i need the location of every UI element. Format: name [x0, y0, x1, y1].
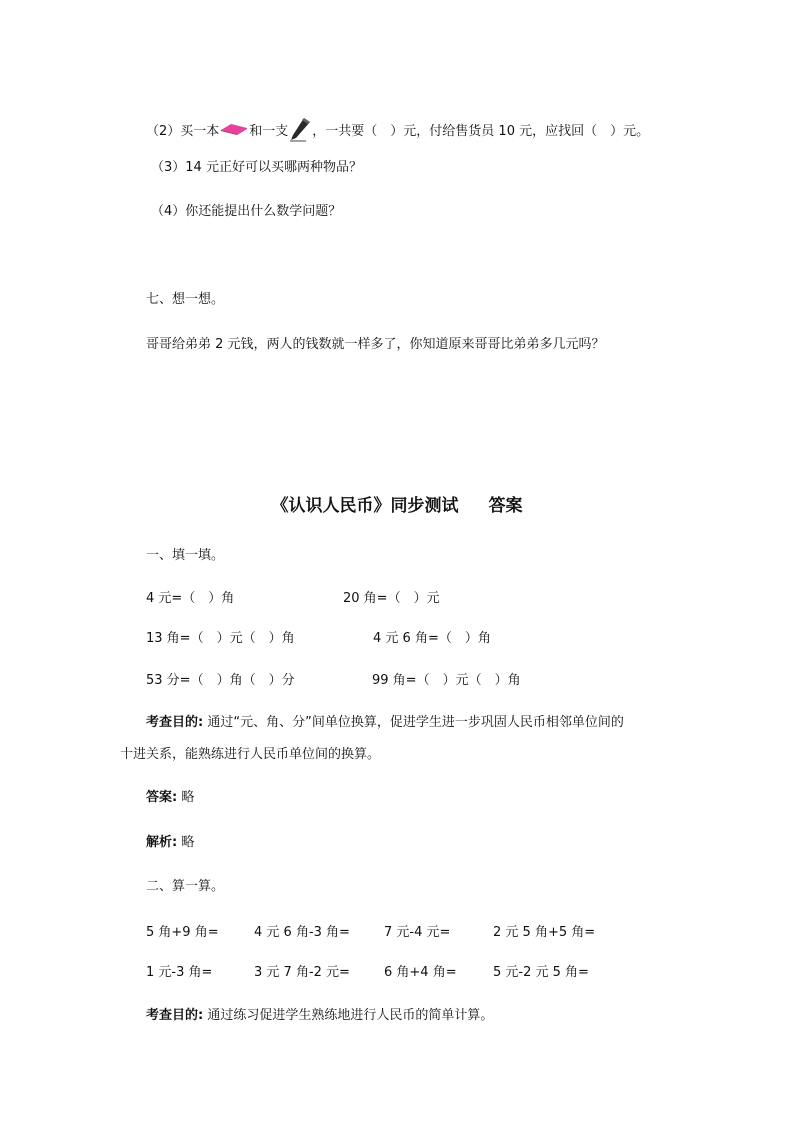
pink-notebook-icon — [219, 122, 249, 141]
part1-purpose-continued: 十进关系，能熟练进行人民币单位间的换算。 — [120, 747, 381, 762]
fill-item: 4 元 6 角=（ ）角 — [373, 631, 491, 646]
fill-item: 99 角=（ ）元（ ）角 — [372, 673, 521, 688]
question-6-2 — [146, 116, 649, 147]
purpose-text: 通过练习促进学生熟练地进行人民币的简单计算。 — [207, 1008, 494, 1023]
section-7-question: 哥哥给弟弟 2 元钱，两人的钱数就一样多了，你知道原来哥哥比弟弟多几元吗？ — [146, 337, 605, 352]
calc-item: 6 角+4 角= — [384, 965, 457, 980]
calc-item: 3 元 7 角-2 元= — [254, 965, 350, 980]
question-6-3: （3）14 元正好可以买哪两种物品？ — [151, 160, 362, 175]
q2-part-a: （2）买一本 — [146, 124, 220, 139]
question-6-4: （4）你还能提出什么数学问题？ — [151, 204, 342, 219]
fill-item: 20 角=（ ）元 — [343, 591, 440, 606]
calc-item: 1 元-3 角= — [146, 965, 213, 980]
q2-part-b: 和一支 — [249, 124, 289, 139]
purpose-label: 考查目的: — [146, 1008, 204, 1023]
answers-title-main: 《认识人民币》同步测试 — [271, 496, 459, 516]
calc-item: 5 角+9 角= — [146, 925, 219, 940]
q2-part-c: ，一共要（ ）元，付给售货员 10 元，应找回（ ）元。 — [312, 124, 650, 139]
fill-item: 53 分=（ ）角（ ）分 — [146, 673, 295, 688]
part1-analysis — [146, 835, 194, 851]
part1-heading: 一、填一填。 — [146, 548, 225, 563]
part2-purpose — [146, 1008, 493, 1024]
calc-item: 7 元-4 元= — [384, 925, 451, 940]
calc-item: 5 元-2 元 5 角= — [493, 965, 589, 980]
answer-text: 略 — [181, 790, 195, 805]
part1-purpose — [146, 715, 624, 731]
answer-label: 答案: — [146, 790, 178, 805]
pen-icon — [288, 116, 312, 147]
part1-answer — [146, 790, 194, 806]
purpose-text: 通过“元、角、分”间单位换算，促进学生进一步巩固人民币相邻单位间的 — [207, 715, 624, 730]
answers-title — [0, 495, 794, 517]
analysis-text: 略 — [181, 835, 195, 850]
analysis-label: 解析: — [146, 835, 178, 850]
calc-item: 4 元 6 角-3 角= — [254, 925, 350, 940]
purpose-label: 考查目的: — [146, 715, 204, 730]
part2-heading: 二、算一算。 — [146, 879, 225, 894]
calc-item: 2 元 5 角+5 角= — [493, 925, 596, 940]
answers-title-suffix: 答案 — [488, 496, 523, 516]
fill-item: 13 角=（ ）元（ ）角 — [146, 631, 295, 646]
section-7-heading: 七、想一想。 — [146, 292, 225, 307]
fill-item: 4 元=（ ）角 — [146, 591, 235, 606]
